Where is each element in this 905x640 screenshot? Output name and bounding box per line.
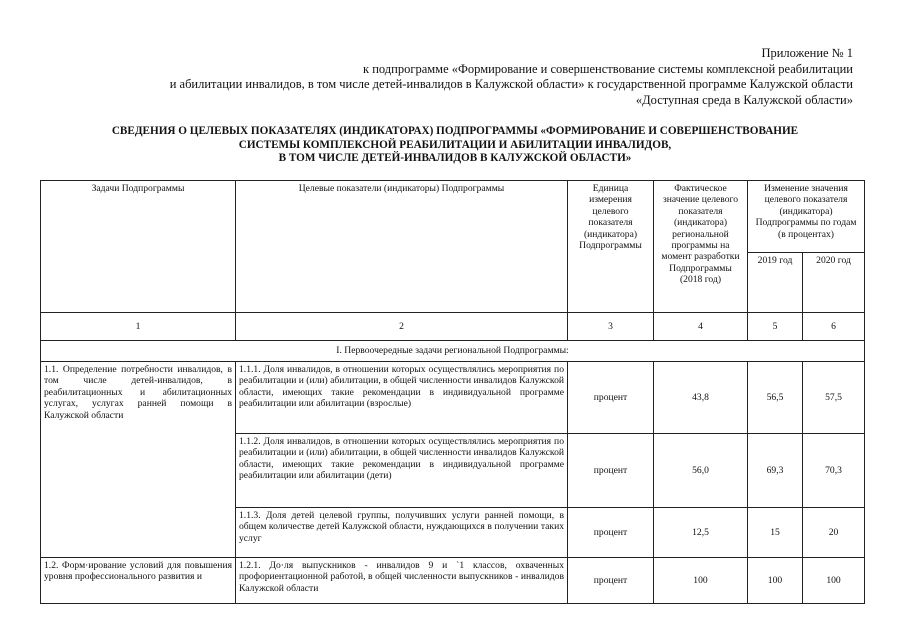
actual-value-cell: 56,0 (654, 434, 748, 508)
appendix-header (53, 46, 853, 108)
col-number: 5 (748, 313, 803, 341)
header-indicators: Целевые показатели (индикаторы) Подпрограммы (236, 181, 568, 313)
unit-cell: процент (568, 362, 654, 434)
title-line: СИСТЕМЫ КОМПЛЕКСНОЙ РЕАБИЛИТАЦИИ И АБИЛИТАЦИИ ИНВАЛИДОВ, (238, 138, 672, 151)
task-cell: 1.2. Форм·ирование условий для повышения уровня профессионального развития и (41, 558, 236, 604)
value-2020-cell: 57,5 (803, 362, 865, 434)
unit-cell: процент (568, 558, 654, 604)
header-2019: 2019 год (748, 253, 803, 313)
value-2020-cell: 20 (803, 508, 865, 558)
actual-value-cell: 12,5 (654, 508, 748, 558)
indicator-cell: 1.1.2. Доля инвалидов, в отношении которых осуществлялись мероприятия по реабилитации и (или) абилитации, в общей численности инвалидов Калужской области, имеющих такие рекомендации в индивидуальной программе реабилитации или абилитации (дети) (236, 434, 568, 508)
value-2019-cell: 100 (748, 558, 803, 604)
appendix-line: и абилитации инвалидов, в том числе детей-инвалидов в Калужской области» к государственной программе Калужской области (169, 77, 853, 91)
header-change: Изменение значения целевого показателя (индикатора) Подпрограммы по годам (в процентах) (748, 181, 865, 253)
header-actual: Фактическое значение целевого показателя (индикатора) региональной программы на момент разработки Подпрограммы (2018 год) (654, 181, 748, 313)
col-number: 1 (41, 313, 236, 341)
actual-value-cell: 100 (654, 558, 748, 604)
actual-value-cell: 43,8 (654, 362, 748, 434)
unit-cell: процент (568, 508, 654, 558)
appendix-line: к подпрограмме «Формирование и совершенствование системы комплексной реабилитации (363, 61, 853, 76)
value-2019-cell: 15 (748, 508, 803, 558)
document-title (60, 125, 850, 166)
value-2019-cell: 69,3 (748, 434, 803, 508)
col-number: 4 (654, 313, 748, 341)
indicator-cell: 1.2.1. До·ля выпускников - инвалидов 9 и `1 классов, охваченных профориентационной работой, в общей численности выпускников - инвалидов Калужской области (236, 558, 568, 604)
value-2019-cell: 56,5 (748, 362, 803, 434)
value-2020-cell: 100 (803, 558, 865, 604)
title-line: СВЕДЕНИЯ О ЦЕЛЕВЫХ ПОКАЗАТЕЛЯХ (ИНДИКАТОРАХ) ПОДПРОГРАММЫ «ФОРМИРОВАНИЕ И СОВЕРШЕНСТВОВАНИЕ (111, 125, 799, 137)
indicator-cell: 1.1.3. Доля детей целевой группы, получивших услуги ранней помощи, в общем количестве детей Калужской области, нуждающихся в получении таких услуг (236, 508, 568, 558)
value-2020-cell: 70,3 (803, 434, 865, 508)
task-cell: 1.1. Определение потребности инвалидов, в том числе детей-инвалидов, в реабилитационных и абилитационных услугах, услугах ранней помощи в Калужской области (41, 362, 236, 558)
indicators-table (40, 180, 865, 604)
appendix-line: «Доступная среда в Калужской области» (635, 92, 853, 107)
header-2020: 2020 год (803, 253, 865, 313)
unit-cell: процент (568, 434, 654, 508)
col-number: 6 (803, 313, 865, 341)
title-line: В ТОМ ЧИСЛЕ ДЕТЕЙ-ИНВАЛИДОВ В КАЛУЖСКОЙ ОБЛАСТИ» (278, 152, 632, 164)
col-number: 3 (568, 313, 654, 341)
indicator-cell: 1.1.1. Доля инвалидов, в отношении которых осуществлялись мероприятия по реабилитации и (или) абилитации, в общей численности инвалидов Калужской области, имеющих такие рекомендации в индивидуальной программе реабилитации или абилитации (взрослые) (236, 362, 568, 434)
section-heading: I. Первоочередные задачи региональной Подпрограммы: (41, 341, 865, 362)
header-tasks: Задачи Подпрограммы (41, 181, 236, 313)
appendix-number: Приложение № 1 (761, 46, 853, 60)
header-unit: Единица измерения целевого показателя (индикатора) Подпрограммы (568, 181, 654, 313)
col-number: 2 (236, 313, 568, 341)
